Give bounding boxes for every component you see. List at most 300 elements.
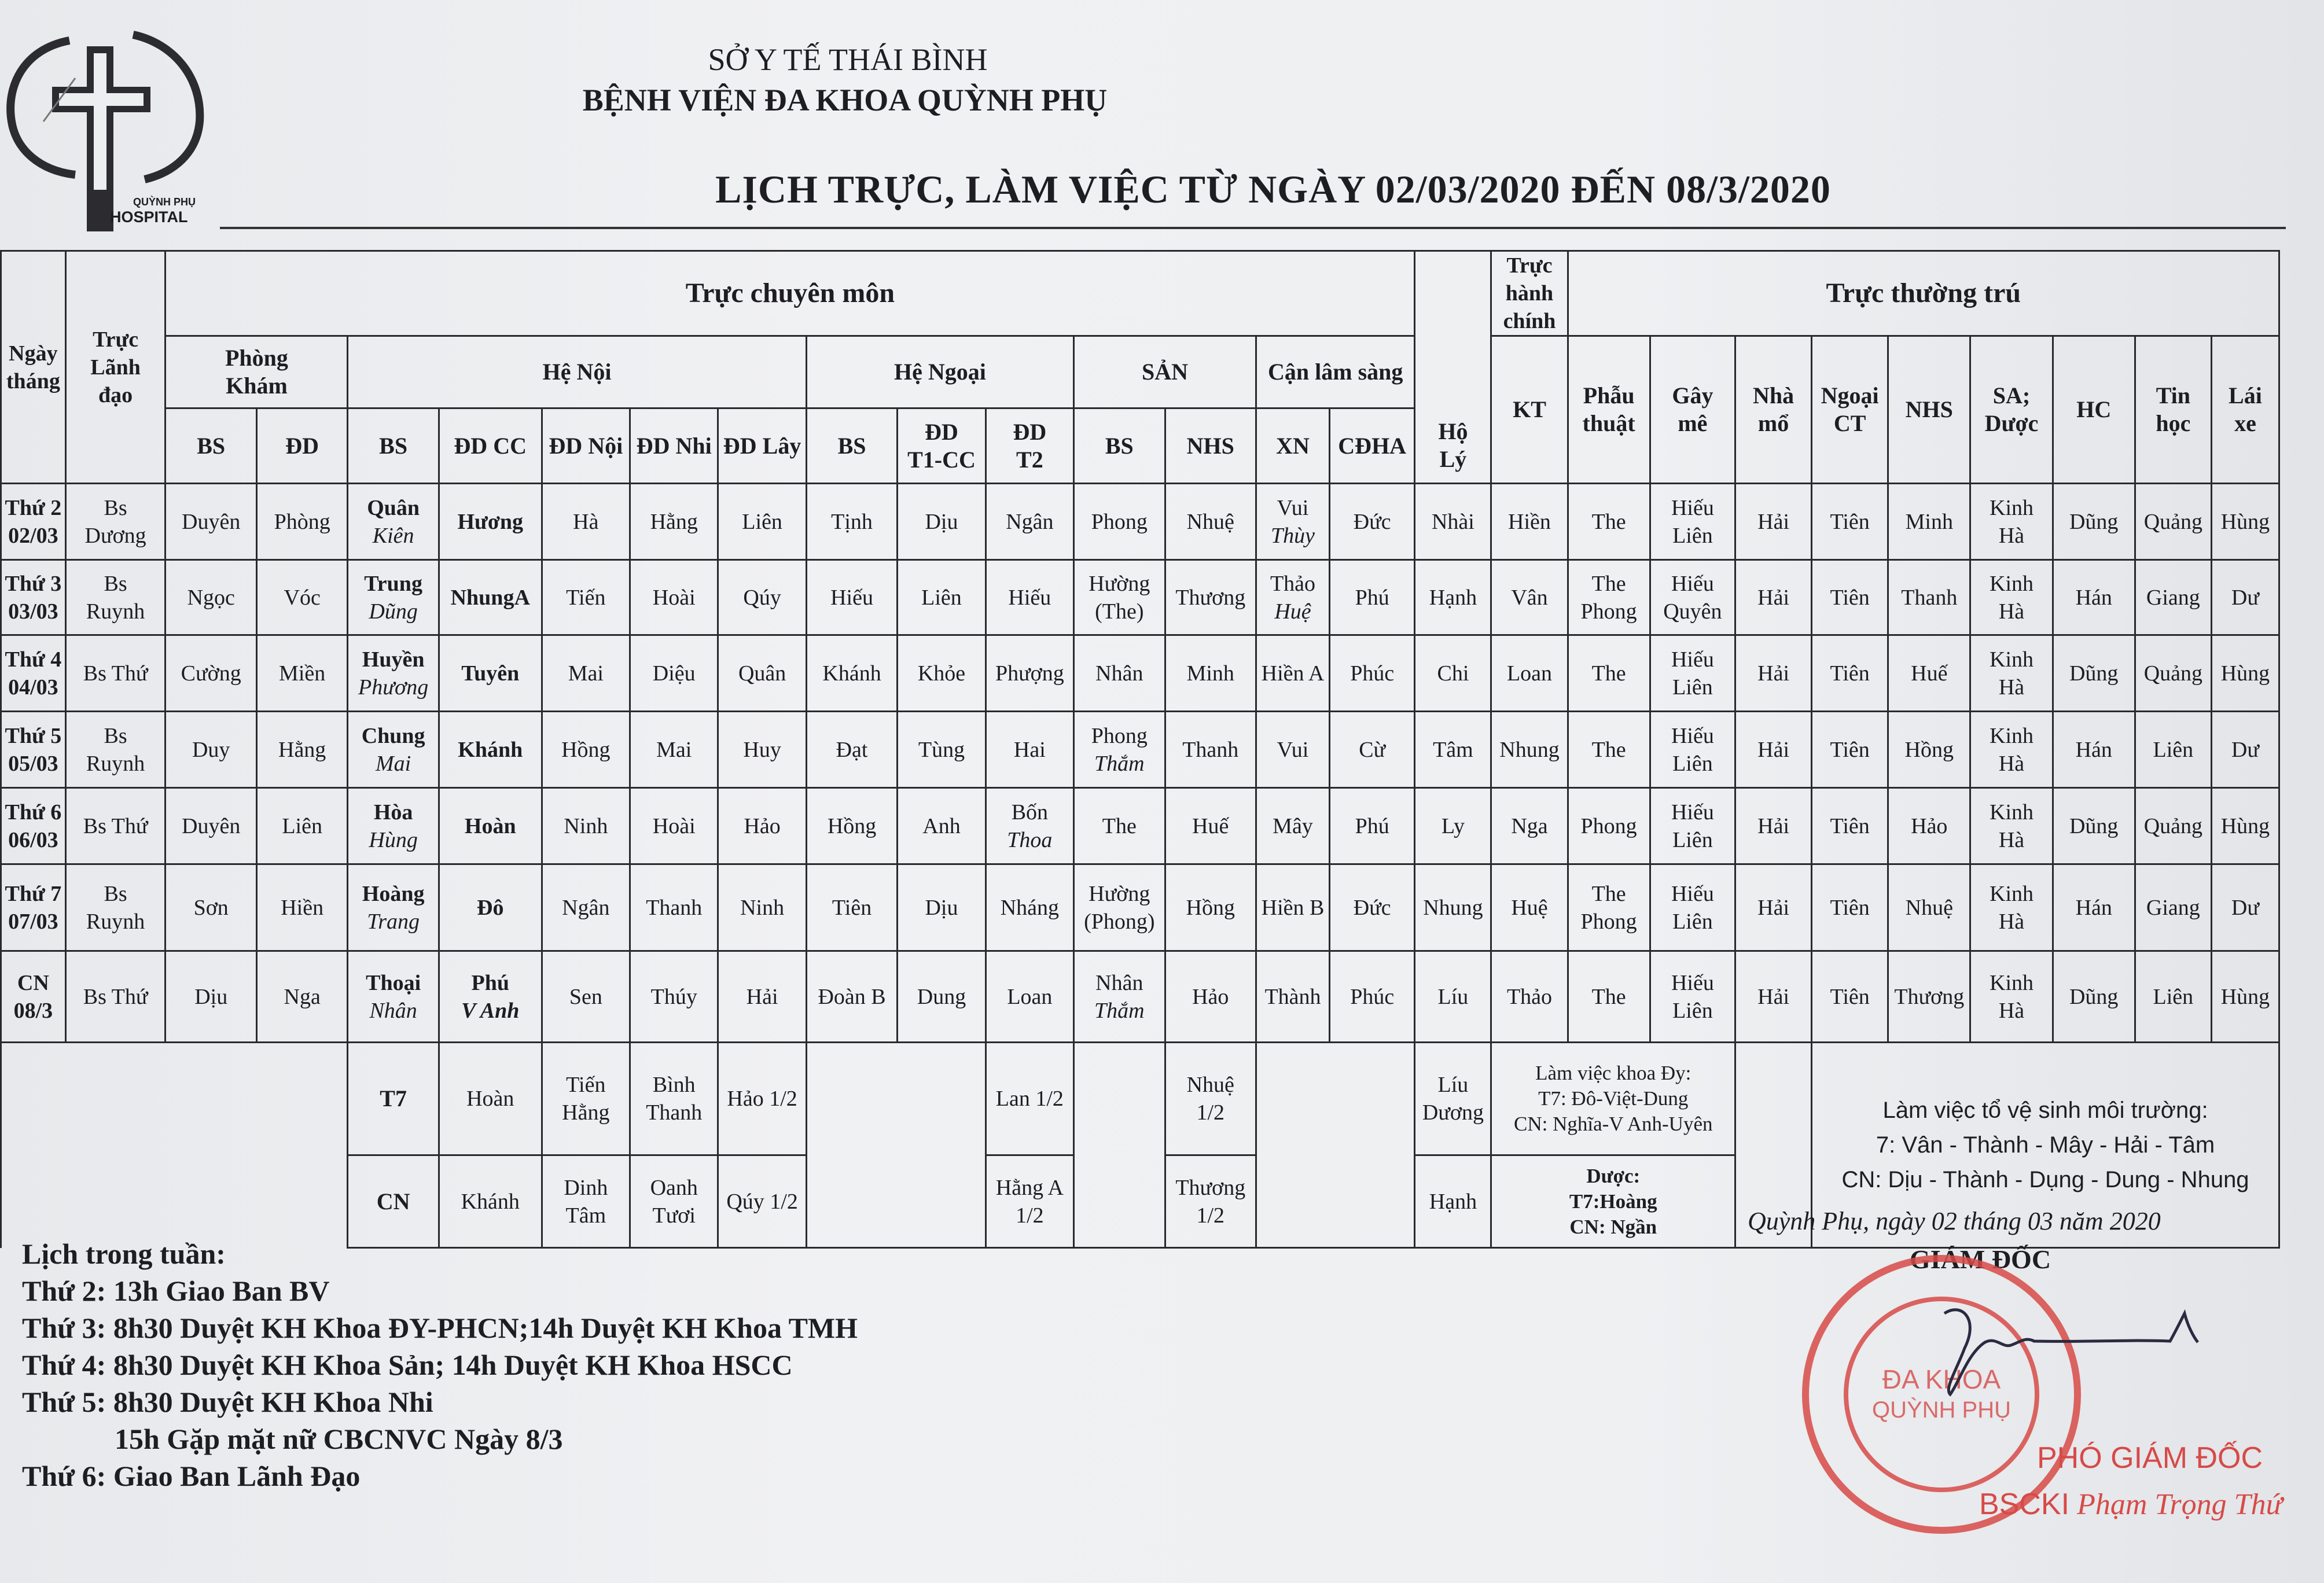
page-title: LỊCH TRỰC, LÀM VIỆC TỪ NGÀY 02/03/2020 ĐẾN 08/3/2020: [715, 167, 1831, 211]
org-line-2: BỆNH VIỆN ĐA KHOA QUỲNH PHỤ: [582, 83, 1108, 117]
cell-hng-dd1: Anh: [898, 788, 986, 864]
cell-lanh-dao-line: Ruynh: [86, 751, 145, 776]
cell-hn-ddnhi: Diệu: [630, 635, 718, 712]
cell-ho-ly: Hạnh: [1415, 560, 1491, 635]
cell-sa-duoc: [1970, 635, 2053, 712]
cell-cls-cdha: Phúc: [1329, 951, 1414, 1043]
duty-schedule-table: [0, 250, 2280, 1249]
cell-sa-duoc: [1970, 788, 2053, 864]
cell-hng-dd2-line: Thoa: [1007, 827, 1053, 852]
cell-hng-dd2: Ngân: [986, 484, 1073, 560]
cell-pk-bs: Dịu: [166, 951, 256, 1043]
cell-pk-bs: Duyên: [166, 788, 256, 864]
table-row: [1, 951, 2279, 1043]
cell-lai-xe: Hùng: [2211, 788, 2279, 864]
cell-hn-ddnoi: Ngân: [542, 864, 630, 951]
cell-ngoai-ct: Tiên: [1812, 712, 1888, 788]
group-he-noi: Hệ Nội: [348, 336, 806, 408]
cell-hn-ddcc: Hương: [439, 484, 542, 560]
cell-kt: Thảo: [1491, 951, 1568, 1043]
table-row: [1, 484, 2279, 560]
extra-blank-cls-2: [1256, 1155, 1415, 1248]
cell-hng-dd1: Dịu: [898, 864, 986, 951]
cell-hng-dd1: Dung: [898, 951, 986, 1043]
cell-hng-dd2: Nháng: [986, 864, 1073, 951]
col-hn-ddcc: ĐD CC: [439, 408, 542, 484]
cell-cls-xn-line: Hiền B: [1261, 895, 1325, 920]
cell-nhs: Huế: [1888, 635, 1970, 712]
cell-day-line: 08/3: [13, 998, 53, 1023]
note-line: Thứ 2: 13h Giao Ban BV: [22, 1275, 330, 1307]
cell-sa-duoc: [1970, 560, 2053, 635]
cell-ngoai-ct: Tiên: [1812, 635, 1888, 712]
cell-phau-thuat: [1568, 560, 1650, 635]
extra-duoc: Dược: T7:Hoàng CN: Ngần: [1491, 1155, 1735, 1248]
cell-san-bs-line: Hường: [1089, 881, 1150, 906]
cell-lanh-dao: [65, 635, 166, 712]
table-row: [1, 788, 2279, 864]
cell-day-line: Thứ 4: [5, 647, 62, 672]
extra-cn-ddlay: Qúy 1/2: [718, 1155, 806, 1248]
cell-sa-duoc-line: Kinh: [1990, 800, 2034, 824]
cell-gay-me: [1650, 712, 1735, 788]
col-cls-cdha: CĐHA: [1329, 408, 1414, 484]
cell-hc: Hán: [2053, 864, 2135, 951]
cell-sa-duoc-line: Hà: [1998, 599, 2025, 624]
cell-cls-xn-line: Thảo: [1270, 571, 1316, 596]
cell-cls-xn-line: Vui: [1277, 737, 1309, 762]
cell-phau-thuat: The: [1568, 712, 1650, 788]
cell-san-bs-line: Hường: [1089, 571, 1150, 596]
cell-gay-me-line: Hiếu: [1671, 881, 1714, 906]
cell-gay-me-line: Liên: [1672, 827, 1713, 852]
cell-hn-ddnoi: Mai: [542, 635, 630, 712]
cell-cls-xn-line: Huệ: [1274, 599, 1311, 624]
extra-cn-hng: Hằng A 1/2: [986, 1155, 1073, 1248]
cell-sa-duoc-line: Hà: [1998, 523, 2025, 548]
extra-t7-hng: Lan 1/2: [986, 1043, 1073, 1155]
cell-hn-ddcc: NhungA: [439, 560, 542, 635]
extra-t7-holy: Líu Dương: [1415, 1043, 1491, 1155]
cell-ho-ly: Tâm: [1415, 712, 1491, 788]
cell-sa-duoc-line: Hà: [1998, 751, 2025, 776]
cell-day-line: Thứ 2: [5, 495, 62, 520]
cell-lanh-dao-line: Bs: [104, 495, 127, 520]
cell-hng-dd2: Hai: [986, 712, 1073, 788]
cell-hc: Hán: [2053, 712, 2135, 788]
cell-pk-bs: Duyên: [166, 484, 256, 560]
col-pk-dd: ĐD: [256, 408, 347, 484]
extra-cn-ddcc: Khánh: [439, 1155, 542, 1248]
note-line: Thứ 6: Giao Ban Lãnh Đạo: [22, 1460, 361, 1492]
col-ho-ly-top: [1415, 251, 1491, 408]
cell-day-line: Thứ 3: [5, 571, 62, 596]
cell-hn-bs: [348, 788, 439, 864]
extra-t7-ddlay: Hảo 1/2: [718, 1043, 806, 1155]
cell-lai-xe: Hùng: [2211, 484, 2279, 560]
cell-san-bs-line: Phong: [1091, 723, 1148, 748]
col-nhs: NHS: [1888, 336, 1970, 484]
col-sa-duoc: SA; Dược: [1970, 336, 2053, 484]
cell-san-bs-line: Phong: [1091, 509, 1148, 534]
cell-san-bs: [1074, 635, 1165, 712]
cell-gay-me: [1650, 560, 1735, 635]
cell-pk-bs: Ngọc: [166, 560, 256, 635]
cell-day-line: Thứ 5: [5, 723, 62, 748]
col-lai-xe: Lái xe: [2211, 336, 2279, 484]
cell-lanh-dao: [65, 560, 166, 635]
cell-pk-dd: Liên: [256, 788, 347, 864]
group-he-ngoai: Hệ Ngoại: [806, 336, 1073, 408]
cell-cls-xn-line: Mây: [1273, 813, 1313, 838]
cell-day: [1, 560, 66, 635]
cell-hn-ddcc-line: Phú: [471, 970, 509, 995]
cell-gay-me: [1650, 864, 1735, 951]
cell-day-line: 07/03: [8, 909, 58, 934]
signer-name-text: Phạm Trọng Thứ: [2077, 1488, 2282, 1521]
cell-tin-hoc: Quảng: [2135, 635, 2211, 712]
cell-day-line: 06/03: [8, 827, 58, 852]
cell-lanh-dao: [65, 712, 166, 788]
cell-day-line: 04/03: [8, 675, 58, 700]
cell-nha-mo: Hải: [1735, 864, 1812, 951]
group-truc-hanh-chinh: Trực hành chính: [1491, 251, 1568, 336]
note-line: Thứ 4: 8h30 Duyệt KH Khoa Sản; 14h Duyệt KH Khoa HSCC: [22, 1349, 793, 1381]
extra-blank-left: [1, 1043, 348, 1248]
cell-hn-ddnoi: Hồng: [542, 712, 630, 788]
cell-hng-dd1: Dịu: [898, 484, 986, 560]
cell-hn-bs: [348, 560, 439, 635]
cell-cls-cdha: Phúc: [1329, 635, 1414, 712]
cell-hn-bs-line: Trung: [364, 571, 422, 596]
table-row: [1, 635, 2279, 712]
cell-gay-me-line: Liên: [1672, 523, 1713, 548]
cell-hn-ddcc-line: V Anh: [461, 998, 520, 1023]
cell-cls-xn-line: Vui: [1277, 495, 1309, 520]
extra-cn-ddnoi: Dinh Tâm: [542, 1155, 630, 1248]
extra-blank-nhamo: [1735, 1043, 1812, 1155]
extra-cn-ddnhi: Oanh Tươi: [630, 1155, 718, 1248]
cell-kt: Loan: [1491, 635, 1568, 712]
cell-hn-bs-line: Hùng: [369, 827, 418, 852]
col-tin-hoc: Tin học: [2135, 336, 2211, 484]
cell-lai-xe: Hùng: [2211, 951, 2279, 1043]
col-hn-ddnoi: ĐD Nội: [542, 408, 630, 484]
cell-san-bs-line: Nhân: [1095, 661, 1143, 686]
cell-tin-hoc: Liên: [2135, 951, 2211, 1043]
cell-hn-ddlay: Qúy: [718, 560, 806, 635]
cell-sa-duoc-line: Kinh: [1990, 723, 2034, 748]
cell-cls-xn-line: Thành: [1264, 984, 1321, 1009]
cell-ho-ly: Nhài: [1415, 484, 1491, 560]
cell-nha-mo: Hải: [1735, 951, 1812, 1043]
extra-blank-hng: [806, 1043, 986, 1155]
cell-phau-thuat: Phong: [1568, 788, 1650, 864]
signer-name: [1979, 1487, 2282, 1522]
cell-tin-hoc: Giang: [2135, 864, 2211, 951]
cell-san-nhs: Nhuệ: [1165, 484, 1256, 560]
cell-hng-dd2: Phượng: [986, 635, 1073, 712]
extra-t7-ddnhi: Bình Thanh: [630, 1043, 718, 1155]
extra-t7-ddcc: Hoàn: [439, 1043, 542, 1155]
cell-lanh-dao: [65, 484, 166, 560]
cell-kt: Nga: [1491, 788, 1568, 864]
col-phau-thuat: Phẫu thuật: [1568, 336, 1650, 484]
extra-t7-san: Nhuệ 1/2: [1165, 1043, 1256, 1155]
extra-t7-ddnoi: Tiến Hằng: [542, 1043, 630, 1155]
cell-day-line: 05/03: [8, 751, 58, 776]
cell-hn-ddnhi: Mai: [630, 712, 718, 788]
cell-sa-duoc: [1970, 712, 2053, 788]
cell-cls-xn: [1256, 788, 1330, 864]
cell-hn-bs-line: Hòa: [373, 800, 413, 824]
extra-row-t7: [1, 1043, 2279, 1155]
cell-hn-bs-line: Mai: [376, 751, 411, 776]
group-phong-kham: Phòng Khám: [166, 336, 348, 408]
cell-hn-ddcc: Tuyên: [439, 635, 542, 712]
cell-hn-ddlay: Ninh: [718, 864, 806, 951]
cell-gay-me-line: Quyên: [1663, 599, 1722, 624]
extra-khoa-dy: Làm việc khoa Đy: T7: Đô-Việt-Dung CN: Nghĩa-V Anh-Uyên: [1491, 1043, 1735, 1155]
cell-cls-xn: [1256, 635, 1330, 712]
cell-cls-xn-line: Hiền A: [1261, 661, 1325, 686]
cell-san-bs-line: The: [1102, 813, 1137, 838]
cell-hc: Dũng: [2053, 635, 2135, 712]
extra-blank-san-bs: [1074, 1043, 1165, 1155]
notes-title: Lịch trong tuần:: [22, 1238, 226, 1270]
col-ngay-thang: Ngày tháng: [1, 251, 66, 484]
cell-hn-ddnoi: Sen: [542, 951, 630, 1043]
cell-hn-bs-line: Chung: [361, 723, 425, 748]
header-rule: [220, 227, 2286, 229]
cell-hn-bs-line: Nhân: [369, 998, 417, 1023]
cell-nha-mo: Hải: [1735, 560, 1812, 635]
cell-nhs: Hảo: [1888, 788, 1970, 864]
cell-hn-bs-line: Dũng: [369, 599, 418, 624]
cell-gay-me-line: Liên: [1672, 998, 1713, 1023]
logo-caption: [110, 196, 196, 226]
extra-ve-sinh: Làm việc tổ vệ sinh môi trường: 7: Vân - Thành - Mây - Hải - Tâm CN: Dịu - Thành - Dụng - Dung - Nhung: [1812, 1043, 2279, 1248]
cell-pk-dd: Nga: [256, 951, 347, 1043]
cell-san-nhs: Thanh: [1165, 712, 1256, 788]
cell-tin-hoc: Giang: [2135, 560, 2211, 635]
cell-hn-ddlay: Quân: [718, 635, 806, 712]
cell-gay-me: [1650, 484, 1735, 560]
extra-blank-hng-2: [806, 1155, 986, 1248]
cell-lai-xe: Dư: [2211, 864, 2279, 951]
cell-phau-thuat: The: [1568, 484, 1650, 560]
cell-pk-dd: Hiền: [256, 864, 347, 951]
cell-hn-ddnoi: Tiến: [542, 560, 630, 635]
cell-hn-bs-line: Quân: [367, 495, 420, 520]
cell-hn-bs: [348, 864, 439, 951]
col-san-bs: BS: [1074, 408, 1165, 484]
note-line: Thứ 5: 8h30 Duyệt KH Khoa Nhi: [22, 1386, 433, 1418]
cell-hng-dd1: Liên: [898, 560, 986, 635]
signature: [1910, 1296, 2199, 1400]
group-truc-thuong-tru: Trực thường trú: [1568, 251, 2279, 336]
cell-sa-duoc-line: Kinh: [1990, 495, 2034, 520]
cell-gay-me-line: Hiếu: [1671, 723, 1714, 748]
cell-hng-bs: Đoàn B: [806, 951, 897, 1043]
cell-san-bs-line: Thắm: [1094, 751, 1145, 776]
cell-hng-dd2: [986, 788, 1073, 864]
cell-lanh-dao-line: Bs: [104, 881, 127, 906]
cell-phau-thuat-line: Phong: [1580, 599, 1637, 624]
cell-nha-mo: Hải: [1735, 712, 1812, 788]
cell-gay-me-line: Hiếu: [1671, 970, 1714, 995]
cell-day: [1, 635, 66, 712]
cell-gay-me-line: Liên: [1672, 675, 1713, 700]
cell-sa-duoc-line: Kinh: [1990, 647, 2034, 672]
cell-day-line: Thứ 7: [5, 881, 62, 906]
cell-hn-ddcc: Hoàn: [439, 788, 542, 864]
cell-sa-duoc-line: Hà: [1998, 998, 2025, 1023]
cell-lanh-dao-line: Bs: [104, 723, 127, 748]
cell-sa-duoc-line: Hà: [1998, 909, 2025, 934]
col-pk-bs: BS: [166, 408, 256, 484]
cell-kt: Huệ: [1491, 864, 1568, 951]
col-hng-bs: BS: [806, 408, 897, 484]
cell-kt: Hiền: [1491, 484, 1568, 560]
cell-kt: Vân: [1491, 560, 1568, 635]
svg-text:ĐA KHOA: ĐA KHOA: [1882, 1364, 2001, 1394]
cell-nhs: Minh: [1888, 484, 1970, 560]
cell-ngoai-ct: Tiên: [1812, 864, 1888, 951]
role-pho-giam-doc: PHÓ GIÁM ĐỐC: [2037, 1441, 2263, 1475]
cell-hng-bs: Hồng: [806, 788, 897, 864]
extra-cn-holy: Hạnh: [1415, 1155, 1491, 1248]
cell-hng-bs: Đạt: [806, 712, 897, 788]
cell-phau-thuat: The: [1568, 635, 1650, 712]
logo-caption-line2: HOSPITAL: [110, 208, 188, 226]
header-row-2: [1, 336, 2279, 408]
cell-sa-duoc: [1970, 484, 2053, 560]
cell-hn-bs: [348, 712, 439, 788]
cell-gay-me-line: Liên: [1672, 909, 1713, 934]
cell-day-line: 03/03: [8, 599, 58, 624]
cell-lanh-dao: [65, 864, 166, 951]
cell-pk-bs: Sơn: [166, 864, 256, 951]
cell-lanh-dao-line: Bs Thứ: [83, 813, 148, 838]
col-san-nhs: NHS: [1165, 408, 1256, 484]
group-truc-chuyen-mon: Trực chuyên môn: [166, 251, 1415, 336]
cell-gay-me-line: Hiếu: [1671, 571, 1714, 596]
cell-nhs: Thương: [1888, 951, 1970, 1043]
cell-day: [1, 951, 66, 1043]
signer-title: BSCKI: [1979, 1488, 2070, 1521]
cell-day: [1, 788, 66, 864]
cell-pk-dd: Phòng: [256, 484, 347, 560]
cell-lanh-dao: [65, 951, 166, 1043]
cell-san-bs-line: Nhân: [1095, 970, 1143, 995]
cell-hn-ddcc: Khánh: [439, 712, 542, 788]
cell-lanh-dao-line: Bs Thứ: [83, 984, 148, 1009]
cell-hn-ddnhi: Hằng: [630, 484, 718, 560]
svg-text:QUỲNH PHỤ: QUỲNH PHỤ: [1871, 1397, 2012, 1423]
cell-phau-thuat: The: [1568, 951, 1650, 1043]
cell-lanh-dao-line: Ruynh: [86, 909, 145, 934]
extra-cn-san: Thương 1/2: [1165, 1155, 1256, 1248]
group-san: SẢN: [1074, 336, 1256, 408]
schedule-body: [1, 484, 2279, 1043]
cell-hc: Dũng: [2053, 484, 2135, 560]
cell-hng-dd1: Khỏe: [898, 635, 986, 712]
cell-hn-ddnhi: Thúy: [630, 951, 718, 1043]
cell-san-nhs: Minh: [1165, 635, 1256, 712]
cell-lai-xe: Dư: [2211, 712, 2279, 788]
cell-gay-me: [1650, 951, 1735, 1043]
header-row-1: [1, 251, 2279, 336]
cell-cls-xn: [1256, 864, 1330, 951]
cell-san-bs-line: (Phong): [1084, 909, 1155, 934]
col-gay-me: Gây mê: [1650, 336, 1735, 484]
cell-lai-xe: Hùng: [2211, 635, 2279, 712]
cell-hng-bs: Tịnh: [806, 484, 897, 560]
cell-day-line: Thứ 6: [5, 800, 62, 824]
col-hn-ddnhi: ĐD Nhi: [630, 408, 718, 484]
col-hn-ddlay: ĐD Lây: [718, 408, 806, 484]
col-ngoai-ct: Ngoại CT: [1812, 336, 1888, 484]
cell-cls-xn-line: Thùy: [1270, 523, 1315, 548]
cell-lai-xe: Dư: [2211, 560, 2279, 635]
cell-hn-ddnhi: Hoài: [630, 788, 718, 864]
cell-hn-ddcc: Đô: [439, 864, 542, 951]
cell-pk-bs: Cường: [166, 635, 256, 712]
cell-san-bs: [1074, 560, 1165, 635]
cell-cls-xn: [1256, 712, 1330, 788]
cell-cls-xn: [1256, 951, 1330, 1043]
cell-san-bs: [1074, 864, 1165, 951]
cell-phau-thuat-line: The: [1591, 881, 1626, 906]
cell-hn-ddlay: Hải: [718, 951, 806, 1043]
cell-hn-bs-line: Thoại: [366, 970, 421, 995]
extra-blank-san-bs-2: [1074, 1155, 1165, 1248]
cell-day: [1, 864, 66, 951]
table-row: [1, 864, 2279, 951]
cell-cls-xn: [1256, 484, 1330, 560]
cell-ho-ly: Ly: [1415, 788, 1491, 864]
cell-nha-mo: Hải: [1735, 788, 1812, 864]
cell-tin-hoc: Liên: [2135, 712, 2211, 788]
cell-tin-hoc: Quảng: [2135, 788, 2211, 864]
cell-hn-ddlay: Huy: [718, 712, 806, 788]
weekly-notes: [22, 1235, 858, 1494]
cell-san-bs: [1074, 788, 1165, 864]
role-giam-doc: GIÁM ĐỐC: [1910, 1245, 2051, 1274]
cell-lanh-dao-line: Ruynh: [86, 599, 145, 624]
col-hc: HC: [2053, 336, 2135, 484]
cell-hng-dd2: Loan: [986, 951, 1073, 1043]
cell-hn-ddnoi: Hà: [542, 484, 630, 560]
cell-ngoai-ct: Tiên: [1812, 951, 1888, 1043]
cell-hn-bs-line: Trang: [367, 909, 420, 934]
cell-cls-cdha: Đức: [1329, 484, 1414, 560]
cell-san-nhs: Hồng: [1165, 864, 1256, 951]
col-hng-dd1: ĐD T1-CC: [898, 408, 986, 484]
cell-hng-bs: Tiên: [806, 864, 897, 951]
cell-phau-thuat-line: Phong: [1580, 909, 1637, 934]
cell-san-bs: [1074, 712, 1165, 788]
col-truc-lanh-dao: Trực Lãnh đạo: [65, 251, 166, 484]
cell-hng-dd1: Tùng: [898, 712, 986, 788]
cell-gay-me-line: Hiếu: [1671, 647, 1714, 672]
org-line-1: SỞ Y TẾ THÁI BÌNH: [708, 42, 988, 77]
cell-hn-bs: [348, 484, 439, 560]
extra-blank-cls: [1256, 1043, 1415, 1155]
cell-cls-cdha: Đức: [1329, 864, 1414, 951]
col-hn-bs: BS: [348, 408, 439, 484]
